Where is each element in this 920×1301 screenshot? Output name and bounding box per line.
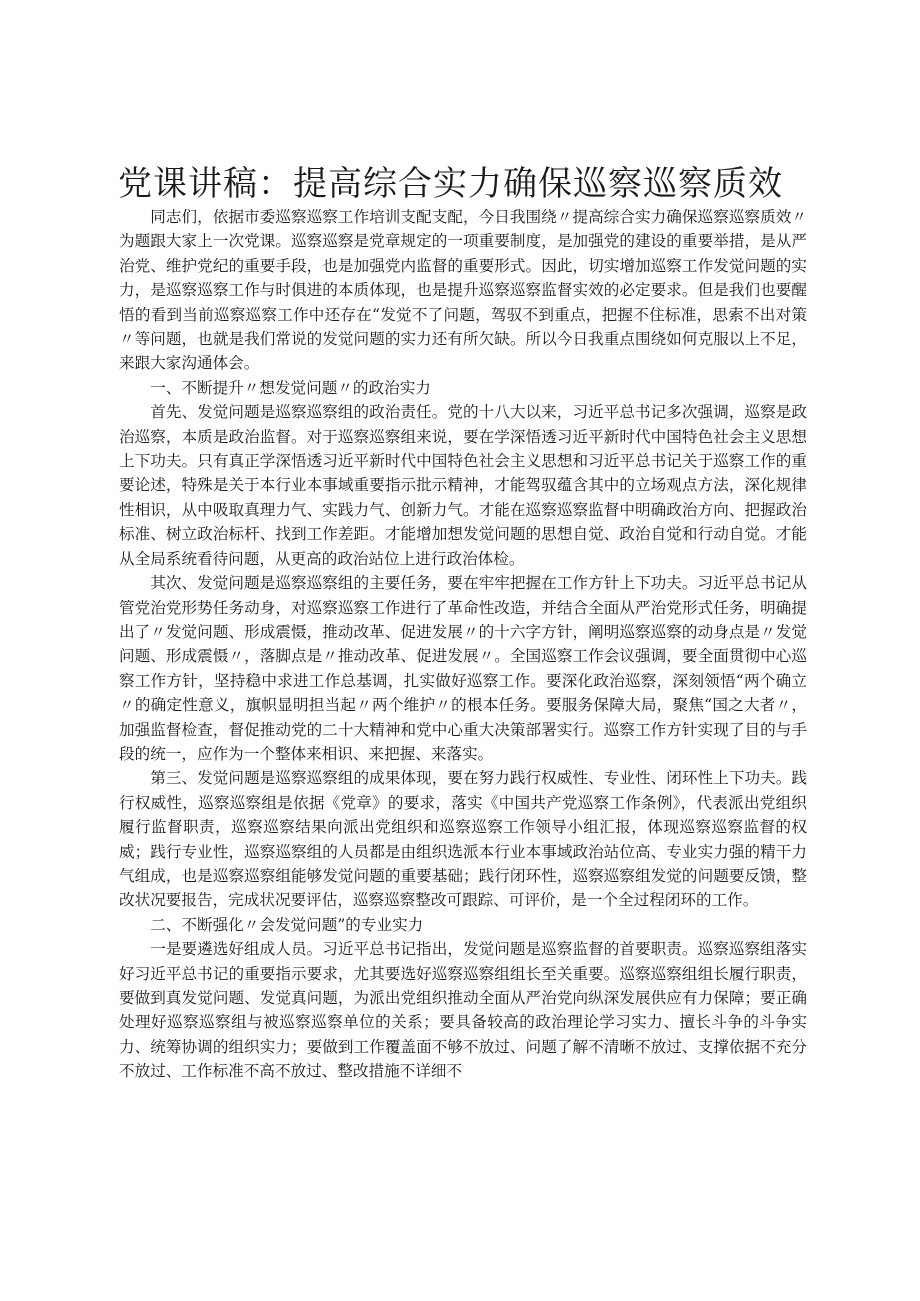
paragraph-results: 第三、发觉问题是巡察巡察组的成果体现，要在努力践行权威性、专业性、闭环性上下功夫。践行权威性，巡察巡察组是依据《党章》的要求，落实《中国共产党巡察工作条例》，代表派出党组织履行监督职责，巡察巡察结果向派出党组织和巡察巡察工作领导小组汇报，体现巡察巡察监督的权威；践行专业性，巡察巡察组的人员都是由组织选派本行业本事域政治站位高、专业实力强的精干力气组成，也是巡察巡察组能够发觉问题的重要基础；践行闭环性，巡察巡察组发觉的问题要反馈，整改状况要报告，完成状况要评估，巡察巡察整改可跟踪、可评价，是一个全过程闭环的工作。 (119, 769, 807, 910)
document-body (119, 205, 807, 1084)
paragraph-personnel: 一是要遴选好组成人员。习近平总书记指出，发觉问题是巡察监督的首要职责。巡察巡察组落实好习近平总书记的重要指示要求，尤其要选好巡察巡察组组长至关重要。巡察巡察组组长履行职责，要做到真发觉问题、发觉真问题，为派出党组织推动全面从严治党向纵深发展供应有力保障；要正确处理好巡察巡察组与被巡察巡察单位的关系；要具备较高的政治理论学习实力、擅长斗争的斗争实力、统筹协调的组织实力；要做到工作覆盖面不够不放过、问题了解不清晰不放过、支撑依据不充分不放过、工作标准不高不放过、整改措施不详细不 (119, 940, 807, 1081)
paragraph-political-duty: 首先、发觉问题是巡察巡察组的政治责任。党的十八大以来，习近平总书记多次强调，巡察是政治巡察，本质是政治监督。对于巡察巡察组来说，要在学深悟透习近平新时代中国特色社会主义思想上下功夫。只有真正学深悟透习近平新时代中国特色社会主义思想和习近平总书记关于巡察工作的重要论述，特殊是关于本行业本事域重要指示批示精神，才能驾驭蕴含其中的立场观点方法，深化规律性相识，从中吸取真理力气、实践力气、创新力气。才能在巡察巡察监督中明确政治方向、把握政治标准、树立政治标杆、找到工作差距。才能增加想发觉问题的思想自觉、政治自觉和行动自觉。才能从全局系统看待问题，从更高的政治站位上进行政治体检。 (119, 403, 807, 568)
section-heading-2: 二、不断强化〃会发觉问题”的专业实力 (150, 915, 424, 934)
paragraph-intro: 同志们，依据市委巡察巡察工作培训支配支配，今日我围绕〃提高综合实力确保巡察巡察质效〃为题跟大家上一次党课。巡察巡察是党章规定的一项重要制度，是加强党的建设的重要举措，是从严治党、维护党纪的重要手段，也是加强党内监督的重要形式。因此，切实增加巡察工作发觉问题的实力，是巡察巡察工作与时俱进的本质体现，也是提升巡察巡察监督实效的必定要求。但是我们也要醒悟的看到当前巡察巡察工作中还存在“发觉不了问题，驾驭不到重点，把握不住标准，思索不出对策〃等问题，也就是我们常说的发觉问题的实力还有所欠缺。所以今日我重点围绕如何克服以上不足，来跟大家沟通体会。 (119, 208, 807, 373)
page-title: 党课讲稿：提高综合实力确保巡察巡察质效 (118, 164, 783, 204)
paragraph-main-task: 其次、发觉问题是巡察巡察组的主要任务，要在牢牢把握在工作方针上下功夫。习近平总书记从管党治党形势任务动身，对巡察巡察工作进行了革命性改造，并结合全面从严治党形式任务，明确提出了〃发觉问题、形成震慑，推动改革、促进发展〃的十六字方针，阐明巡察巡察的动身点是〃发觉问题、形成震慑〃，落脚点是〃推动改革、促进发展〃。全国巡察工作会议强调，要全面贯彻中心巡察工作方针，坚持稳中求进工作总基调，扎实做好巡察工作。要深化政治巡察，深刻领悟“两个确立〃的确定性意义，旗帜显明担当起〃两个维护〃的根本任务。要服务保障大局，聚焦“国之大者〃，加强监督检查，督促推动党的二十大精神和党中心重大决策部署实行。巡察工作方针实现了目的与手段的统一，应作为一个整体来相识、来把握、来落实。 (119, 574, 807, 763)
section-heading-1: 一、不断提升〃想发觉问题〃的政治实力 (150, 378, 431, 397)
